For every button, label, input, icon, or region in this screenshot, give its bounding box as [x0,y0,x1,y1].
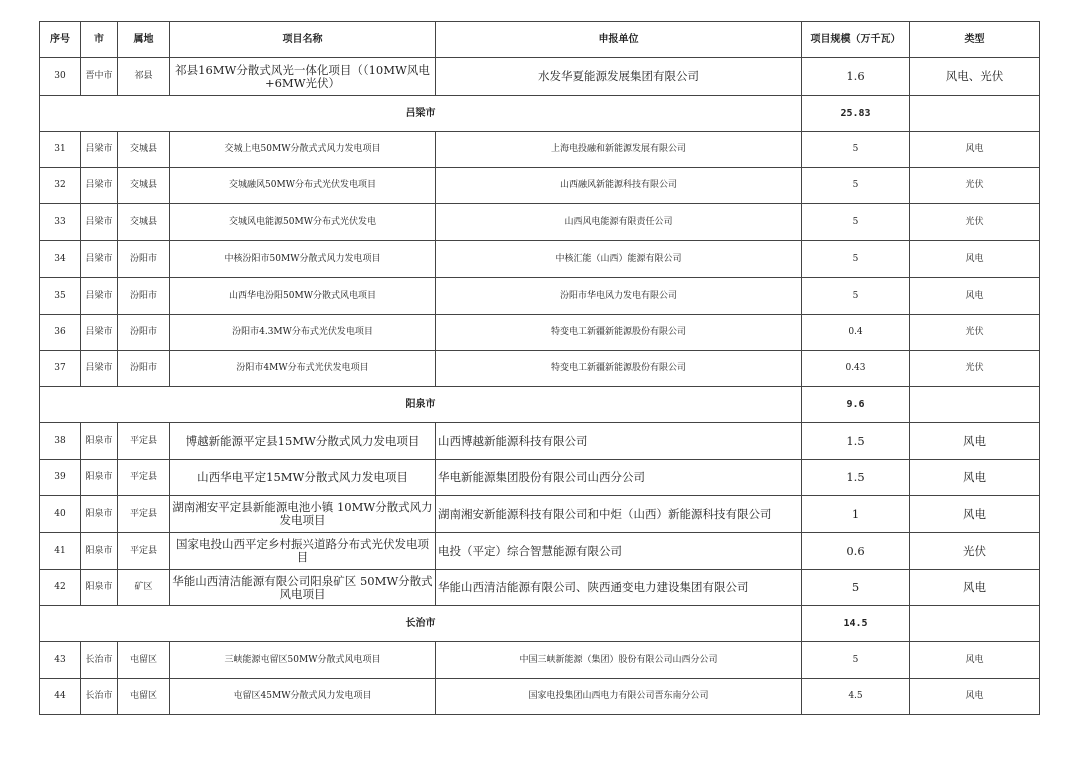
cell-locality: 屯留区 [118,679,170,715]
header-seq: 序号 [40,22,81,58]
cell-type: 风电 [910,570,1040,606]
cell-project-name: 山西华电平定15MW分散式风力发电项目 [170,460,436,496]
cell-applicant: 中核汇能（山西）能源有限公司 [436,241,802,278]
cell-locality: 祁县 [118,58,170,96]
cell-project-name: 屯留区45MW分散式风力发电项目 [170,679,436,715]
cell-city: 晋中市 [81,58,118,96]
cell-type: 风电 [910,423,1040,460]
cell-applicant: 山西博越新能源科技有限公司 [436,423,802,460]
cell-project-name: 华能山西清洁能源有限公司阳泉矿区 50MW分散式风电项目 [170,570,436,606]
city-subtotal-row [40,606,1040,642]
cell-type: 光伏 [910,204,1040,241]
cell-locality: 交城县 [118,204,170,241]
cell-applicant: 山西风电能源有限责任公司 [436,204,802,241]
cell-project-name: 湖南湘安平定县新能源电池小镇 10MW分散式风力发电项目 [170,496,436,533]
cell-scale: 5 [802,241,910,278]
cell-project-name: 交城融风50MW分布式光伏发电项目 [170,168,436,204]
cell-type: 风电 [910,241,1040,278]
cell-locality: 矿区 [118,570,170,606]
cell-seq: 32 [40,168,81,204]
cell-seq: 43 [40,642,81,679]
table-header-row [40,22,1040,58]
cell-city: 吕梁市 [81,241,118,278]
cell-scale: 4.5 [802,679,910,715]
cell-seq: 33 [40,204,81,241]
group-city-name: 长治市 [40,606,802,642]
header-city: 市 [81,22,118,58]
cell-locality: 平定县 [118,423,170,460]
cell-seq: 37 [40,351,81,387]
cell-applicant: 华电新能源集团股份有限公司山西分公司 [436,460,802,496]
cell-locality: 平定县 [118,533,170,570]
group-type-empty [910,387,1040,423]
cell-applicant: 中国三峡新能源（集团）股份有限公司山西分公司 [436,642,802,679]
cell-applicant: 湖南湘安新能源科技有限公司和中炬（山西）新能源科技有限公司 [436,496,802,533]
table-row [40,423,1040,460]
cell-city: 长治市 [81,642,118,679]
cell-locality: 平定县 [118,496,170,533]
cell-type: 风电 [910,496,1040,533]
cell-scale: 0.6 [802,533,910,570]
table-row [40,496,1040,533]
cell-project-name: 三峡能源屯留区50MW分散式风电项目 [170,642,436,679]
cell-applicant: 华能山西清洁能源有限公司、陕西通变电力建设集团有限公司 [436,570,802,606]
table-row [40,642,1040,679]
table-row [40,315,1040,351]
cell-scale: 1.5 [802,460,910,496]
table-row [40,460,1040,496]
cell-locality: 汾阳市 [118,351,170,387]
cell-project-name: 国家电投山西平定乡村振兴道路分布式光伏发电项目 [170,533,436,570]
cell-seq: 36 [40,315,81,351]
cell-scale: 1 [802,496,910,533]
cell-applicant: 山西融风新能源科技有限公司 [436,168,802,204]
header-scale: 项目规模（万千瓦） [802,22,910,58]
cell-type: 风电 [910,679,1040,715]
cell-city: 吕梁市 [81,204,118,241]
cell-project-name: 博越新能源平定县15MW分散式风力发电项目 [170,423,436,460]
group-city-name: 阳泉市 [40,387,802,423]
cell-type: 风电 [910,278,1040,315]
cell-type: 风电 [910,642,1040,679]
table-row [40,679,1040,715]
cell-seq: 40 [40,496,81,533]
cell-scale: 5 [802,132,910,168]
cell-city: 阳泉市 [81,533,118,570]
group-type-empty [910,606,1040,642]
table-row [40,58,1040,96]
group-scale-total: 25.83 [802,96,910,132]
cell-scale: 1.5 [802,423,910,460]
cell-scale: 0.43 [802,351,910,387]
cell-type: 风电 [910,460,1040,496]
cell-locality: 屯留区 [118,642,170,679]
cell-seq: 41 [40,533,81,570]
project-table [39,21,1040,715]
group-city-name: 吕梁市 [40,96,802,132]
cell-seq: 34 [40,241,81,278]
cell-city: 阳泉市 [81,496,118,533]
city-subtotal-row [40,96,1040,132]
cell-type: 光伏 [910,533,1040,570]
header-project-name: 项目名称 [170,22,436,58]
header-type: 类型 [910,22,1040,58]
cell-scale: 5 [802,204,910,241]
cell-scale: 0.4 [802,315,910,351]
cell-locality: 汾阳市 [118,278,170,315]
cell-applicant: 上海电投融和新能源发展有限公司 [436,132,802,168]
cell-applicant: 特变电工新疆新能源股份有限公司 [436,351,802,387]
table-row [40,241,1040,278]
cell-city: 阳泉市 [81,460,118,496]
table-row [40,278,1040,315]
cell-applicant: 国家电投集团山西电力有限公司晋东南分公司 [436,679,802,715]
cell-seq: 31 [40,132,81,168]
header-applicant: 申报单位 [436,22,802,58]
cell-project-name: 中核汾阳市50MW分散式风力发电项目 [170,241,436,278]
cell-locality: 平定县 [118,460,170,496]
cell-type: 光伏 [910,351,1040,387]
cell-city: 吕梁市 [81,351,118,387]
cell-city: 吕梁市 [81,132,118,168]
cell-project-name: 祁县16MW分散式风光一体化项目（（10MW风电+6MW光伏） [170,58,436,96]
cell-seq: 38 [40,423,81,460]
cell-project-name: 汾阳市4.3MW分布式光伏发电项目 [170,315,436,351]
cell-project-name: 交城上电50MW分散式式风力发电项目 [170,132,436,168]
city-subtotal-row [40,387,1040,423]
cell-city: 阳泉市 [81,423,118,460]
cell-applicant: 汾阳市华电风力发电有限公司 [436,278,802,315]
cell-type: 风电 [910,132,1040,168]
cell-applicant: 特变电工新疆新能源股份有限公司 [436,315,802,351]
cell-applicant: 电投（平定）综合智慧能源有限公司 [436,533,802,570]
cell-locality: 交城县 [118,132,170,168]
cell-seq: 44 [40,679,81,715]
cell-applicant: 水发华夏能源发展集团有限公司 [436,58,802,96]
cell-scale: 5 [802,642,910,679]
group-scale-total: 14.5 [802,606,910,642]
cell-locality: 汾阳市 [118,241,170,278]
cell-scale: 5 [802,278,910,315]
cell-type: 风电、光伏 [910,58,1040,96]
cell-scale: 5 [802,168,910,204]
cell-seq: 35 [40,278,81,315]
cell-city: 吕梁市 [81,315,118,351]
cell-city: 吕梁市 [81,278,118,315]
cell-city: 长治市 [81,679,118,715]
table-row [40,570,1040,606]
cell-type: 光伏 [910,315,1040,351]
cell-seq: 30 [40,58,81,96]
cell-scale: 1.6 [802,58,910,96]
header-locality: 属地 [118,22,170,58]
cell-seq: 42 [40,570,81,606]
table-row [40,533,1040,570]
group-scale-total: 9.6 [802,387,910,423]
cell-type: 光伏 [910,168,1040,204]
cell-locality: 汾阳市 [118,315,170,351]
cell-project-name: 交城风电能源50MW分布式光伏发电 [170,204,436,241]
cell-seq: 39 [40,460,81,496]
table-row [40,132,1040,168]
cell-scale: 5 [802,570,910,606]
cell-city: 吕梁市 [81,168,118,204]
cell-project-name: 汾阳市4MW分布式光伏发电项目 [170,351,436,387]
cell-locality: 交城县 [118,168,170,204]
cell-city: 阳泉市 [81,570,118,606]
table-row [40,204,1040,241]
group-type-empty [910,96,1040,132]
table-row [40,351,1040,387]
table-row [40,168,1040,204]
cell-project-name: 山西华电汾阳50MW分散式风电项目 [170,278,436,315]
